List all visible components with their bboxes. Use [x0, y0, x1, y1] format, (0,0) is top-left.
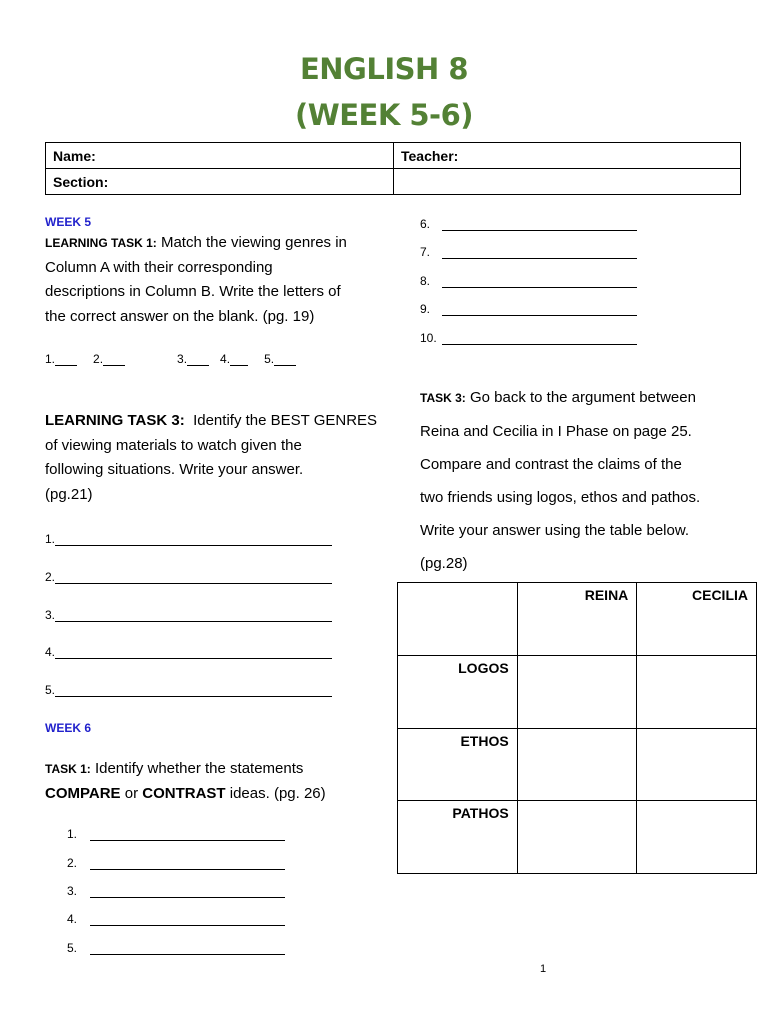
answer-blank[interactable] [55, 621, 332, 622]
title-line-2: (WEEK 5-6) [294, 98, 474, 132]
answer-blank[interactable] [90, 925, 285, 926]
week6-task-3-label: TASK 3: [420, 391, 466, 405]
cell-logos-reina[interactable] [517, 655, 637, 728]
comparison-table [397, 582, 757, 874]
answer-blank[interactable] [55, 545, 332, 546]
answer-blank[interactable] [442, 230, 637, 231]
answer-blank[interactable] [90, 840, 285, 841]
empty-field [394, 169, 741, 195]
answer-row: 8. [420, 274, 637, 288]
cell-pathos-reina[interactable] [517, 801, 637, 874]
answer-blank[interactable] [103, 365, 125, 366]
section-label: Section: [53, 173, 109, 190]
student-info-table [45, 142, 741, 195]
row-header-pathos: PATHOS [398, 801, 518, 874]
answer-row: 10. [420, 331, 637, 345]
row-header-ethos: ETHOS [398, 728, 518, 801]
name-field[interactable] [46, 143, 394, 169]
row-header-logos: LOGOS [398, 655, 518, 728]
answer-row: 1. [67, 827, 285, 841]
section-field[interactable] [46, 169, 394, 195]
learning-task-1-label: LEARNING TASK 1: [45, 236, 157, 250]
answer-row: 2. [67, 856, 285, 870]
learning-task-3-label: LEARNING TASK 3: [45, 412, 185, 429]
cell-logos-cecilia[interactable] [637, 655, 757, 728]
answer-blank[interactable] [90, 897, 285, 898]
answer-blank[interactable] [90, 954, 285, 955]
answer-row: 1. [45, 532, 332, 546]
answer-blank[interactable] [55, 583, 332, 584]
learning-task-3-instructions: LEARNING TASK 3: Identify the BEST GENRES of viewing materials to watch given the following situations. Write your answer. (pg.21) [45, 412, 378, 503]
answer-row: 3. [67, 884, 285, 898]
answer-row: 9. [420, 302, 637, 316]
title-line-1: ENGLISH 8 [299, 52, 469, 86]
week5-label: WEEK 5 [45, 215, 92, 229]
learning-task-1-instructions: LEARNING TASK 1: Match the viewing genres in Column A with their corresponding descriptions in Column B. Write the letters of the correct answer on the blank. (pg. 19) [45, 234, 347, 325]
teacher-field[interactable] [394, 143, 741, 169]
week6-task-1-label: TASK 1: [45, 762, 91, 776]
week6-task-3-instructions: TASK 3: Go back to the argument between Reina and Cecilia in I Phase on page 25. Compare and contrast the claims of the two friends using logos, ethos and pathos. Write your answer using the table below. (pg.28) [420, 389, 701, 572]
answer-row: 4. [67, 912, 285, 926]
answer-blank[interactable] [274, 365, 296, 366]
column-header-cecilia: CECILIA [637, 583, 757, 656]
cell-ethos-cecilia[interactable] [637, 728, 757, 801]
answer-row: 7. [420, 245, 637, 259]
answer-blank[interactable] [442, 287, 637, 288]
name-label: Name: [53, 147, 96, 164]
teacher-label: Teacher: [401, 147, 459, 164]
answer-row: 3. [45, 608, 332, 622]
answer-blank[interactable] [55, 658, 332, 659]
answer-blank[interactable] [442, 258, 637, 259]
answer-row: 5. [45, 683, 332, 697]
answer-blank[interactable] [90, 869, 285, 870]
answer-blank[interactable] [55, 696, 332, 697]
table-corner-cell [398, 583, 518, 656]
page-number: 1 [540, 963, 547, 975]
answer-blank[interactable] [187, 365, 209, 366]
learning-task-1-answers: 1. 2. 3. 4. 5. [45, 352, 296, 366]
answer-row: 4. [45, 645, 332, 659]
answer-row: 6. [420, 217, 637, 231]
answer-blank[interactable] [442, 315, 637, 316]
week6-label: WEEK 6 [45, 721, 92, 735]
cell-pathos-cecilia[interactable] [637, 801, 757, 874]
answer-blank[interactable] [55, 365, 77, 366]
week6-task-1-instructions: TASK 1: Identify whether the statements COMPARE or CONTRAST ideas. (pg. 26) [45, 760, 326, 802]
answer-row: 2. [45, 570, 332, 584]
column-header-reina: REINA [517, 583, 637, 656]
cell-ethos-reina[interactable] [517, 728, 637, 801]
answer-row: 5. [67, 941, 285, 955]
answer-blank[interactable] [230, 365, 248, 366]
answer-blank[interactable] [442, 344, 637, 345]
